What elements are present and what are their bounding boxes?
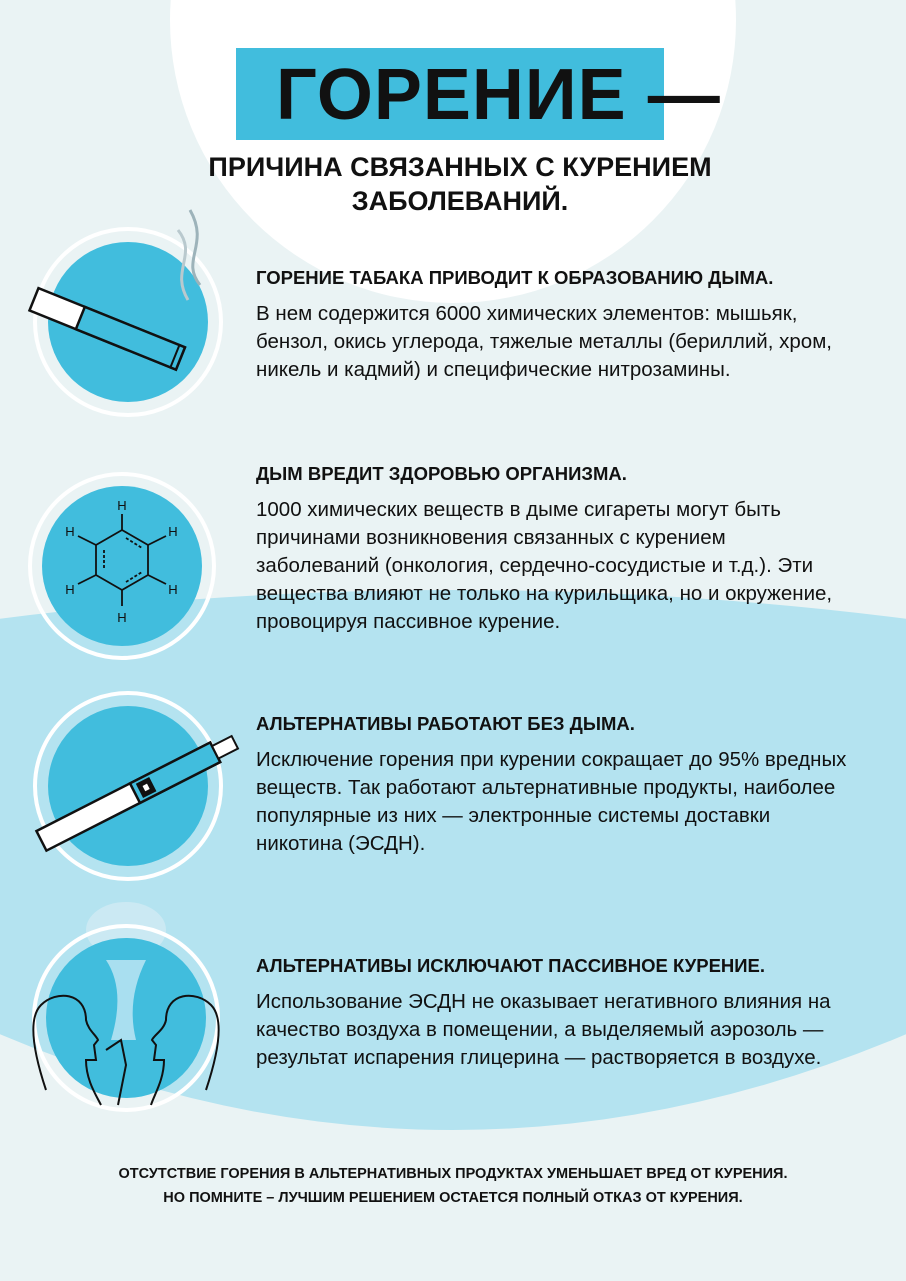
- section-body: 1000 химических веществ в дыме сигареты могут быть причинами возникновения связанных с курением заболеваний (онкология, сердечно-сосудистые и т.д.). Эти вещества влияют не только на курильщика, но и окружение, провоцируя пассивное курение.: [256, 498, 833, 633]
- section-no-passive: [256, 954, 876, 1072]
- benzene-molecule-icon: [26, 470, 226, 670]
- subtitle-line: ЗАБОЛЕВАНИЙ.: [351, 186, 569, 216]
- footer-note: [0, 1162, 906, 1210]
- subtitle-line: ПРИЧИНА СВЯЗАННЫХ С КУРЕНИЕМ: [208, 152, 712, 182]
- section-body: Использование ЭСДН не оказывает негативного влияния на качество воздуха в помещении, а выделяемый аэрозоль — результат испарения глицерина — растворяется в воздухе.: [256, 990, 831, 1069]
- footer-line: ОТСУТСТВИЕ ГОРЕНИЯ В АЛЬТЕРНАТИВНЫХ ПРОДУКТАХ УМЕНЬШАЕТ ВРЕД ОТ КУРЕНИЯ.: [118, 1166, 788, 1182]
- svg-text:H: H: [65, 524, 75, 539]
- svg-text:H: H: [117, 498, 127, 513]
- footer-line: НО ПОМНИТЕ – ЛУЧШИМ РЕШЕНИЕМ ОСТАЕТСЯ ПОЛНЫЙ ОТКАЗ ОТ КУРЕНИЯ.: [163, 1190, 743, 1206]
- svg-text:H: H: [117, 610, 127, 625]
- section-body: Исключение горения при курении сокращает до 95% вредных веществ. Так работают альтернативные продукты, наиболее популярные из них — электронные системы доставки никотина (ЭСДН).: [256, 748, 847, 855]
- page-subtitle: [180, 150, 740, 218]
- section-heading: АЛЬТЕРНАТИВЫ ИСКЛЮЧАЮТ ПАССИВНОЕ КУРЕНИЕ.: [256, 955, 766, 976]
- section-heading: ДЫМ ВРЕДИТ ЗДОРОВЬЮ ОРГАНИЗМА.: [256, 463, 627, 484]
- cigarette-icon: [20, 200, 240, 430]
- e-cigarette-icon: [24, 690, 264, 890]
- svg-text:H: H: [65, 582, 75, 597]
- section-heading: АЛЬТЕРНАТИВЫ РАБОТАЮТ БЕЗ ДЫМА.: [256, 713, 635, 734]
- people-vapor-icon: [26, 900, 226, 1120]
- section-body: В нем содержится 6000 химических элементов: мышьяк, бензол, окись углерода, тяжелые металлы (бериллий, хром, никель и кадмий) и специфические нитрозамины.: [256, 302, 832, 381]
- page-title: ГОРЕНИЕ —: [276, 55, 721, 135]
- svg-text:H: H: [168, 524, 178, 539]
- section-combustion: [256, 266, 876, 384]
- section-heading: ГОРЕНИЕ ТАБАКА ПРИВОДИТ К ОБРАЗОВАНИЮ ДЫМА.: [256, 267, 774, 288]
- section-no-smoke: [256, 712, 876, 858]
- svg-text:H: H: [168, 582, 178, 597]
- section-smoke-harm: [256, 462, 876, 636]
